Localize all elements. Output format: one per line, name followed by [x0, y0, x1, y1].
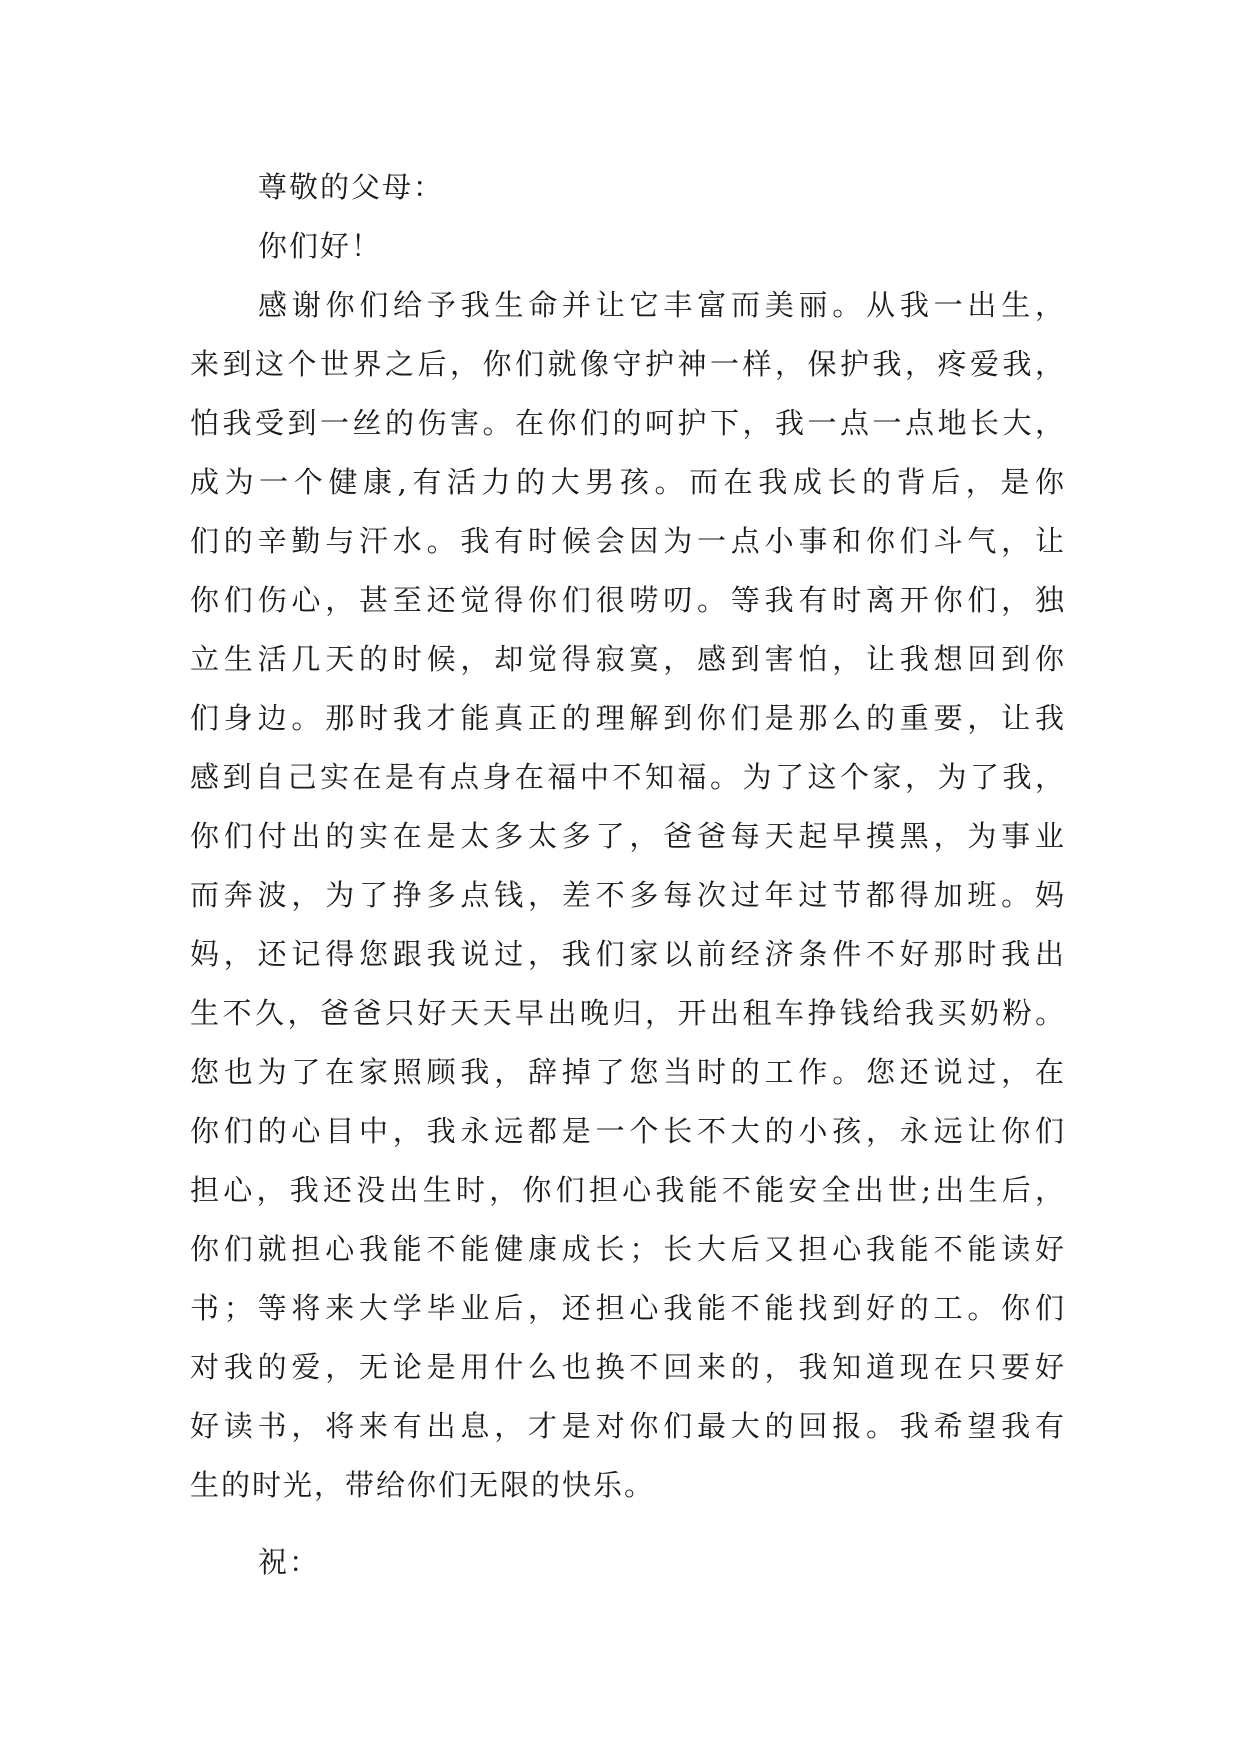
paragraph-line: 你们就担心我能不能健康成长；长大后又担心我能不能读好 — [190, 1232, 1066, 1266]
letter-closing: 祝： — [258, 1545, 321, 1579]
paragraph-line: 感到自己实在是有点身在福中不知福。为了这个家，为了我， — [190, 760, 1066, 794]
paragraph-line: 妈，还记得您跟我说过，我们家以前经济条件不好那时我出 — [190, 937, 1066, 971]
paragraph-line: 你们付出的实在是太多太多了，爸爸每天起早摸黑，为事业 — [190, 819, 1066, 853]
paragraph-line: 书；等将来大学毕业后，还担心我能不能找到好的工。你们 — [190, 1291, 1066, 1325]
paragraph-line: 而奔波，为了挣多点钱，差不多每次过年过节都得加班。妈 — [190, 878, 1066, 912]
paragraph-line: 您也为了在家照顾我，辞掉了您当时的工作。您还说过，在 — [190, 1055, 1066, 1089]
letter-body — [190, 158, 1066, 1592]
paragraph-line: 来到这个世界之后，你们就像守护神一样，保护我，疼爱我， — [190, 347, 1066, 381]
letter-main-paragraph — [190, 276, 1066, 1515]
paragraph-line: 生不久，爸爸只好天天早出晚归，开出租车挣钱给我买奶粉。 — [190, 996, 1066, 1030]
paragraph-line: 怕我受到一丝的伤害。在你们的呵护下，我一点一点地长大， — [190, 406, 1066, 440]
paragraph-line: 对我的爱，无论是用什么也换不回来的，我知道现在只要好 — [190, 1350, 1066, 1384]
letter-greeting: 你们好！ — [258, 229, 383, 263]
paragraph-line: 感谢你们给予我生命并让它丰富而美丽。从我一出生， — [258, 288, 1066, 322]
paragraph-line: 们的辛勤与汗水。我有时候会因为一点小事和你们斗气，让 — [190, 524, 1066, 558]
paragraph-line: 们身边。那时我才能真正的理解到你们是那么的重要，让我 — [190, 701, 1066, 735]
paragraph-line: 成为一个健康,有活力的大男孩。而在我成长的背后，是你 — [190, 465, 1066, 499]
paragraph-line: 生的时光，带给你们无限的快乐。 — [190, 1468, 656, 1502]
paragraph-line: 担心，我还没出生时，你们担心我能不能安全出世;出生后， — [190, 1173, 1066, 1207]
paragraph-line: 你们的心目中，我永远都是一个长不大的小孩，永远让你们 — [190, 1114, 1066, 1148]
letter-salutation: 尊敬的父母： — [258, 170, 445, 204]
paragraph-line: 你们伤心，甚至还觉得你们很唠叨。等我有时离开你们，独 — [190, 583, 1066, 617]
paragraph-line: 好读书，将来有出息，才是对你们最大的回报。我希望我有 — [190, 1409, 1066, 1443]
paragraph-line: 立生活几天的时候，却觉得寂寞，感到害怕，让我想回到你 — [190, 642, 1066, 676]
